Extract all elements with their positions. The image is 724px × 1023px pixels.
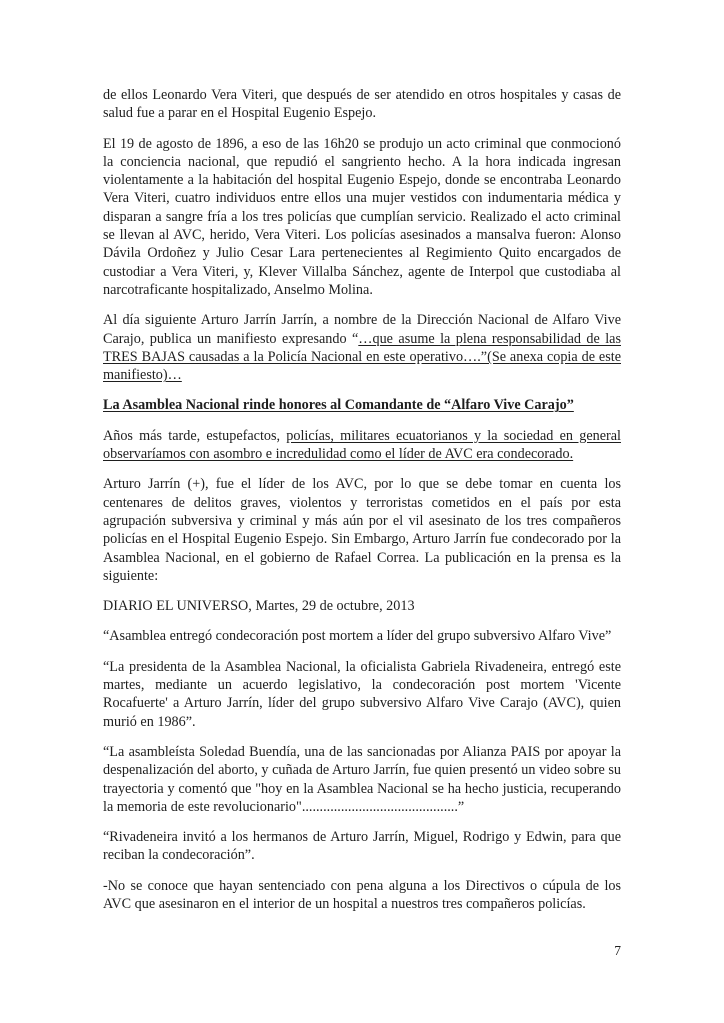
paragraph-text: “Asamblea entregó condecoración post mortem a líder del grupo subversivo Alfaro Vive” (103, 628, 612, 645)
paragraph-no-sentenciados (103, 877, 621, 914)
paragraph-acto-criminal (103, 135, 621, 300)
paragraph-continuation-vera-viteri (103, 86, 621, 123)
paragraph-text: Al día siguiente Arturo Jarrín Jarrín, a nombre de la Dirección Nacional de Alfaro Vive Carajo, publica un manifiesto expresando “ (103, 312, 621, 347)
document-body (103, 86, 621, 925)
paragraph-text: -No se conoce que hayan sentenciado con pena alguna a los Directivos o cúpula de los AVC que asesinaron en el interior de un hospital a nuestros tres compañeros policías. (103, 877, 621, 912)
paragraph-text-underlined: …que asume la plena responsabilidad de las TRES BAJAS causadas a la Policía Nacional en este operativo….”(Se anexa copia de este manifiesto)… (103, 330, 621, 384)
paragraph-text-underlined: policías, militares ecuatorianos y la sociedad en general observaríamos con asombro e incredulidad como el líder de AVC era condecorado. (103, 427, 621, 463)
paragraph-lider-avc (103, 475, 621, 585)
paragraph-text: Arturo Jarrín (+), fue el líder de los AVC, por lo que se debe tomar en cuenta los centenares de delitos graves, violentos y terroristas cometidos en el país por esta agrupación subversiva y criminal y más aún por el vil asesinato de los tres compañeros policías en el Hospital Eugenio Espejo. Sin Embargo, Arturo Jarrín fue condecorado por la Asamblea Nacional, en el gobierno de Rafael Correa. La publicación en la prensa es la siguiente: (103, 476, 621, 584)
page-number: 7 (614, 943, 621, 958)
paragraph-rivadeneira-hermanos (103, 828, 621, 865)
paragraph-anos-mas-tarde (103, 427, 621, 464)
paragraph-titular-condecoracion (103, 627, 621, 645)
paragraph-text: “Rivadeneira invitó a los hermanos de Arturo Jarrín, Miguel, Rodrigo y Edwin, para que reciban la condecoración”. (103, 829, 621, 864)
section-heading (103, 396, 621, 414)
paragraph-manifiesto (103, 311, 621, 384)
paragraph-text: DIARIO EL UNIVERSO, Martes, 29 de octubre, 2013 (103, 598, 415, 615)
paragraph-text: “La presidenta de la Asamblea Nacional, la oficialista Gabriela Rivadeneira, entregó este martes, mediante un acuerdo legislativo, la condecoración post mortem 'Vicente Rocafuerte' a Arturo Jarrín, líder del grupo subversivo Alfaro Vive Carajo (AVC), quien murió en 1986”. (103, 658, 621, 730)
paragraph-text: Años más tarde, estupefactos, (103, 427, 287, 444)
paragraph-text: “La asambleísta Soledad Buendía, una de las sancionadas por Alianza PAIS por apoyar la despenalización del aborto, y cuñada de Arturo Jarrín, fue quien presentó un video sobre su trayectoria y comentó que "hoy en la Asamblea Nacional se ha hecho justicia, recuperando la memoria de este revolucionario"............................................” (103, 743, 621, 815)
section-heading-text: La Asamblea Nacional rinde honores al Comandante de “Alfaro Vive Carajo” (103, 397, 574, 414)
paragraph-asambleista-buendia (103, 743, 621, 816)
paragraph-diario-el-universo (103, 597, 621, 615)
paragraph-presidenta-asamblea (103, 658, 621, 731)
paragraph-text: El 19 de agosto de 1896, a eso de las 16h20 se produjo un acto criminal que conmocionó la conciencia nacional, que repudió el sangriento hecho. A la hora indicada ingresan violentamente a la habitación del hospital Eugenio Espejo, donde se encontraba Leonardo Vera Viteri, cuatro individuos entre ellos una mujer vestidos con indumentaria médica y disparan a sangre fría a los tres policías que cumplían servicio. Realizado el acto criminal se llevan al AVC, herido, Vera Viteri. Los policías asesinados a mansalva fueron: Alonso Dávila Ordoñez y Julio Cesar Lara pertenecientes al Regimiento Quito encargados de custodiar a Vera Viteri, y, Klever Villalba Sánchez, agente de Interpol que custodiaba al narcotraficante hospitalizado, Anselmo Molina. (103, 135, 621, 298)
paragraph-text: de ellos Leonardo Vera Viteri, que después de ser atendido en otros hospitales y casas de salud fue a parar en el Hospital Eugenio Espejo. (103, 87, 621, 122)
